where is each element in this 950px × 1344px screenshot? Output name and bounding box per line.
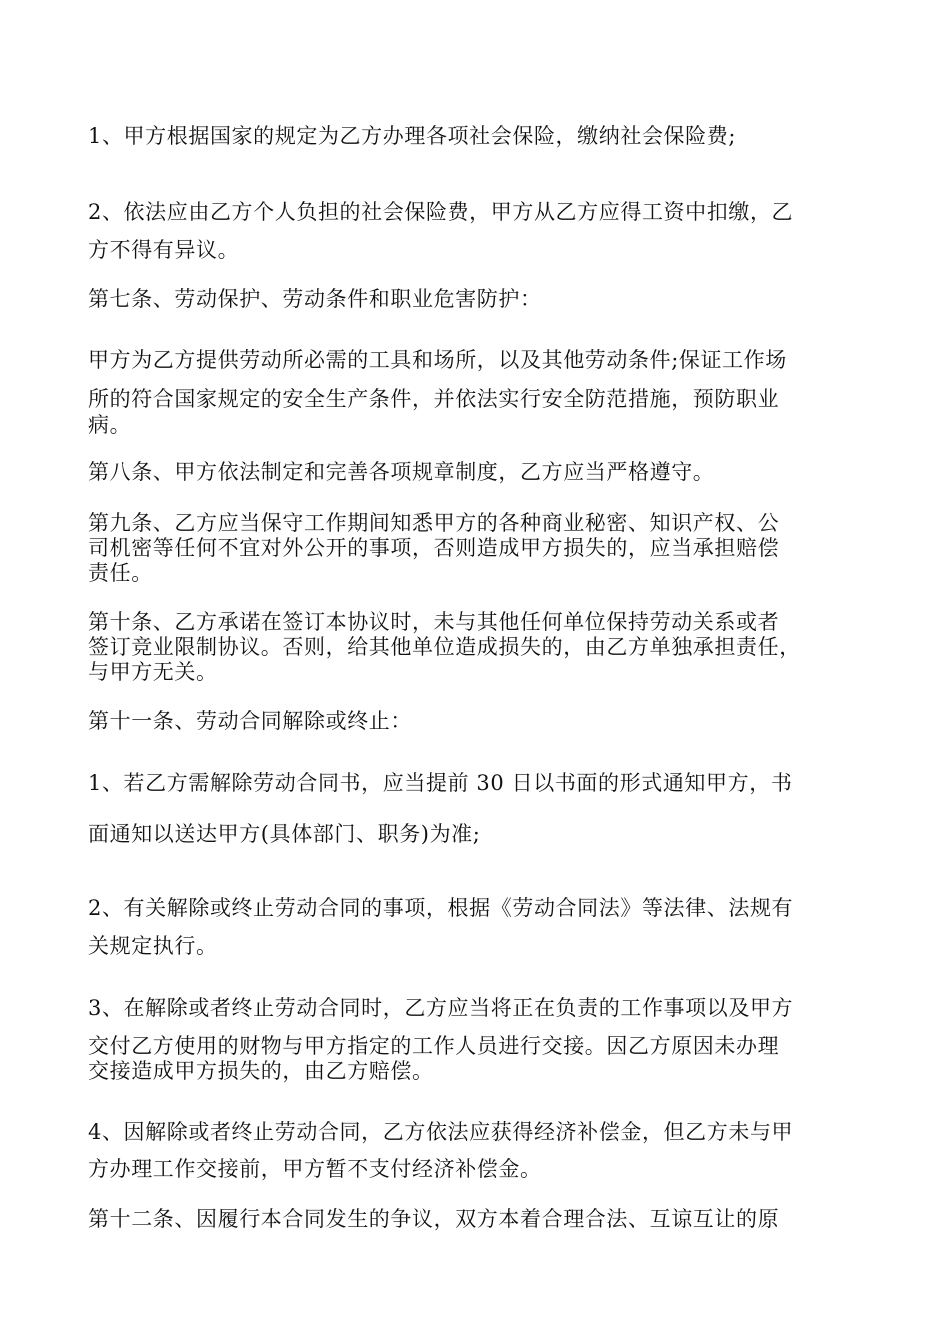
- section-heading: 第十条、乙方承诺在签订本协议时，未与其他任何单位保持劳动关系或者: [88, 610, 780, 634]
- text-line: 方办理工作交接前，甲方暂不支付经济补偿金。: [88, 1157, 542, 1181]
- section-heading: 第七条、劳动保护、劳动条件和职业危害防护：: [88, 287, 542, 311]
- text-line: 面通知以送达甲方(具体部门、职务)为准;: [88, 822, 481, 846]
- text-line: 交接造成甲方损失的，由乙方赔偿。: [88, 1059, 434, 1083]
- text-line: 所的符合国家规定的安全生产条件，并依法实行安全防范措施，预防职业: [88, 387, 780, 411]
- text-line: 责任。: [88, 561, 153, 585]
- text-line: 甲方为乙方提供劳动所必需的工具和场所，以及其他劳动条件;保证工作场: [88, 348, 787, 372]
- text-line: 与甲方无关。: [88, 660, 218, 684]
- text-line: 1、甲方根据国家的规定为乙方办理各项社会保险，缴纳社会保险费;: [88, 124, 737, 148]
- text-line: 2、依法应由乙方个人负担的社会保险费，甲方从乙方应得工资中扣缴，乙: [88, 200, 794, 224]
- section-heading: 第十一条、劳动合同解除或终止：: [88, 709, 412, 733]
- text-line: 2、有关解除或终止劳动合同的事项，根据《劳动合同法》等法律、法规有: [88, 896, 794, 920]
- text-line: 4、因解除或者终止劳动合同，乙方依法应获得经济补偿金，但乙方未与甲: [88, 1120, 794, 1144]
- text-line: 签订竞业限制协议。否则，给其他单位造成损失的，由乙方单独承担责任，: [88, 635, 801, 659]
- section-heading: 第十二条、因履行本合同发生的争议，双方本着合理合法、互谅互让的原: [88, 1207, 780, 1231]
- text-line: 交付乙方使用的财物与甲方指定的工作人员进行交接。因乙方原因未办理: [88, 1034, 780, 1058]
- text-line: 3、在解除或者终止劳动合同时，乙方应当将正在负责的工作事项以及甲方: [88, 996, 794, 1020]
- text-line: 病。: [88, 413, 132, 437]
- text-line: 方不得有异议。: [88, 238, 240, 262]
- section-heading: 第九条、乙方应当保守工作期间知悉甲方的各种商业秘密、知识产权、公: [88, 511, 780, 535]
- text-line: 关规定执行。: [88, 934, 218, 958]
- section-heading: 第八条、甲方依法制定和完善各项规章制度，乙方应当严格遵守。: [88, 460, 715, 484]
- text-line: 1、若乙方需解除劳动合同书，应当提前 30 日以书面的形式通知甲方，书: [88, 771, 793, 795]
- text-line: 司机密等任何不宜对外公开的事项，否则造成甲方损失的，应当承担赔偿: [88, 536, 780, 560]
